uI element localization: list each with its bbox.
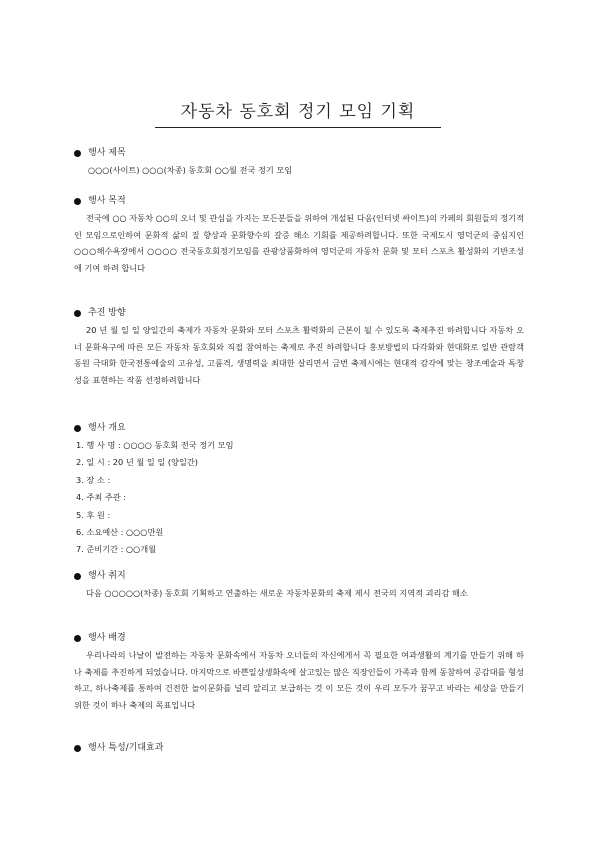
bullet-icon xyxy=(74,573,81,580)
title-block xyxy=(155,101,441,123)
overview-item: 7. 준비기간 : ○○개월 xyxy=(76,544,157,555)
bullet-icon xyxy=(74,198,81,205)
intent-text: 다음 ○○○○○(차종) 동호회 기획하고 연출하는 새로운 자동차문화의 축제 제시 전국의 지역적 괴리감 해소 xyxy=(86,588,468,598)
bullet-icon xyxy=(74,310,81,317)
direction-text: 20 년 월 일 일 양일간의 축제가 자동차 문화와 모터 스포츠 활력화의 근본이 될 수 있도록 축제추진 하려합니다 자동차 오너 문화욕구에 따른 모든 자동차 동호회와 직접 참여하는 축제로 추진 하려합니다 홍보방법의 다각화와 현대화로 일반 관람객 동원 극대화 한국전통예술의 고유성, 고품격, 생명력을 최대한 살리면서 금번 축제시에는 현대적 감각에 맞는 창조예술과 독창성을 표현하는 작품 선정하려합니다 xyxy=(74,325,524,385)
bullet-icon xyxy=(74,150,81,157)
heading-text: 행사 개요 xyxy=(88,423,126,433)
heading-text: 행사 취지 xyxy=(88,571,126,581)
section-background xyxy=(74,632,524,713)
section-direction xyxy=(74,307,524,388)
section-heading xyxy=(74,632,524,644)
heading-text: 행사 제목 xyxy=(88,148,126,158)
overview-item: 1. 행 사 명 : ○○○○ 동호회 전국 정기 모임 xyxy=(76,440,234,450)
overview-item: 3. 장 소 : xyxy=(76,474,111,485)
bullet-icon xyxy=(74,425,81,432)
section-heading xyxy=(74,307,524,319)
heading-text: 행사 특성/기대효과 xyxy=(88,743,164,753)
heading-text: 행사 배경 xyxy=(88,633,126,643)
event-title-text: ○○○(사이트) ○○○(차종) 동호회 ○○월 전국 정기 모임 xyxy=(88,165,293,175)
section-heading xyxy=(74,422,524,434)
section-overview xyxy=(74,422,524,559)
overview-list xyxy=(74,437,524,559)
section-heading xyxy=(74,147,524,159)
section-purpose xyxy=(74,195,524,276)
section-heading xyxy=(74,742,524,754)
overview-item: 2. 일 시 : 20 년 월 일 일 (양일간) xyxy=(76,457,198,468)
background-text: 우리나라의 나날이 발전하는 자동차 문화속에서 자동차 오너들의 자신에게서 꼭 필요한 여과생활의 계기를 만들기 위해 하나 축제를 추진하게 되었습니다. 마지막으로 바쁜일상생화속에 살고있는 많은 직장인들이 가족과 함께 동참하여 공감대를 형성하고, 하나축제를 통하여 건전한 놀이문화를 널리 알리고 보급하는 것 이 모든 것이 우리 모두가 꿈꾸고 바라는 세상을 만들기 위한 것이 하나 축제의 목표입니다 xyxy=(74,650,524,710)
section-heading xyxy=(74,570,524,582)
overview-item: 6. 소요예산 : ○○○만원 xyxy=(76,527,164,538)
page-title: 자동차 동호회 정기 모임 기획 xyxy=(180,102,416,122)
title-underline xyxy=(155,127,441,128)
bullet-icon xyxy=(74,745,81,752)
heading-text: 행사 목적 xyxy=(88,196,126,206)
bullet-icon xyxy=(74,635,81,642)
overview-item: 4. 주최 주관 : xyxy=(76,492,127,503)
section-features xyxy=(74,742,524,754)
purpose-text: 전국에 ○○ 자동차 ○○의 오너 및 관심을 가지는 모든분들을 위하여 개설된 다음(인터넷 싸이트)의 카페의 회원들의 정기적인 모임으로인하여 문화적 삶의 질 향상과 문화향수의 갈증 해소 기회를 제공하려합니다. 또한 국제도시 영덕군의 중심지인 ○○○해수욕장에서 ○○○○ 전국동호회정기모임를 관광상품화하여 영덕군의 자동차 문화 및 모터 스포츠 활성화의 기반조성에 기여 하려 합니다 xyxy=(74,213,524,273)
section-intent xyxy=(74,570,524,602)
overview-item: 5. 후 원 : xyxy=(76,509,111,520)
section-event-title xyxy=(74,147,524,178)
heading-text: 추진 방향 xyxy=(88,308,126,318)
section-heading xyxy=(74,195,524,207)
